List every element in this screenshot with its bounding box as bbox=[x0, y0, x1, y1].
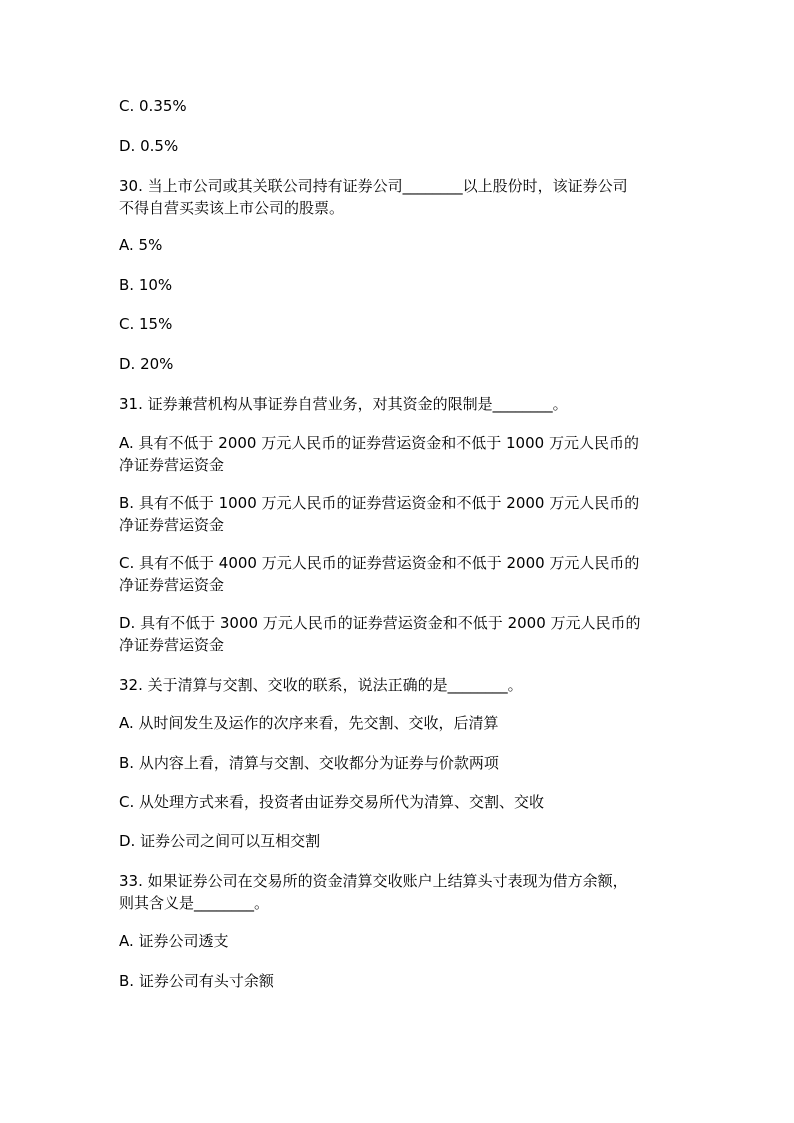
q33-option-b: B. 证券公司有头寸余额 bbox=[119, 972, 274, 990]
q32-option-b: B. 从内容上看，清算与交割、交收都分为证券与价款两项 bbox=[119, 754, 499, 772]
q30-option-b: B. 10% bbox=[119, 276, 173, 294]
q29-option-d: D. 0.5% bbox=[119, 137, 179, 155]
q30-option-a: A. 5% bbox=[119, 236, 163, 254]
q31-option-c-line-2: 净证券营运资金 bbox=[119, 576, 225, 594]
q31-option-d-line-1: D. 具有不低于 3000 万元人民币的证券营运资金和不低于 2000 万元人民币的 bbox=[119, 614, 641, 632]
q31-option-c-line-1: C. 具有不低于 4000 万元人民币的证券营运资金和不低于 2000 万元人民币的 bbox=[119, 554, 640, 572]
q31-option-b-line-1: B. 具有不低于 1000 万元人民币的证券营运资金和不低于 2000 万元人民币的 bbox=[119, 494, 640, 512]
q31-option-a-line-1: A. 具有不低于 2000 万元人民币的证券营运资金和不低于 1000 万元人民币的 bbox=[119, 434, 639, 452]
q32-option-c: C. 从处理方式来看，投资者由证券交易所代为清算、交割、交收 bbox=[119, 793, 545, 811]
q30-option-c: C. 15% bbox=[119, 315, 173, 333]
q33-stem-line-2: 则其含义是________。 bbox=[119, 894, 270, 912]
q31-option-b-line-2: 净证券营运资金 bbox=[119, 516, 225, 534]
q30-stem-line-1: 30. 当上市公司或其关联公司持有证券公司________以上股份时，该证券公司 bbox=[119, 177, 628, 195]
q31-option-d-line-2: 净证券营运资金 bbox=[119, 636, 225, 654]
q30-stem-line-2: 不得自营买卖该上市公司的股票。 bbox=[119, 199, 345, 217]
q33-stem-line-1: 33. 如果证券公司在交易所的资金清算交收账户上结算头寸表现为借方余额， bbox=[119, 872, 628, 890]
q32-option-a: A. 从时间发生及运作的次序来看，先交割、交收，后清算 bbox=[119, 714, 499, 732]
q31-stem: 31. 证券兼营机构从事证券自营业务，对其资金的限制是________。 bbox=[119, 395, 568, 413]
q33-option-a: A. 证券公司透支 bbox=[119, 932, 229, 950]
q32-option-d: D. 证券公司之间可以互相交割 bbox=[119, 832, 321, 850]
q32-stem: 32. 关于清算与交割、交收的联系，说法正确的是________。 bbox=[119, 676, 523, 694]
q29-option-c: C. 0.35% bbox=[119, 97, 187, 115]
q31-option-a-line-2: 净证券营运资金 bbox=[119, 456, 225, 474]
q30-option-d: D. 20% bbox=[119, 355, 174, 373]
